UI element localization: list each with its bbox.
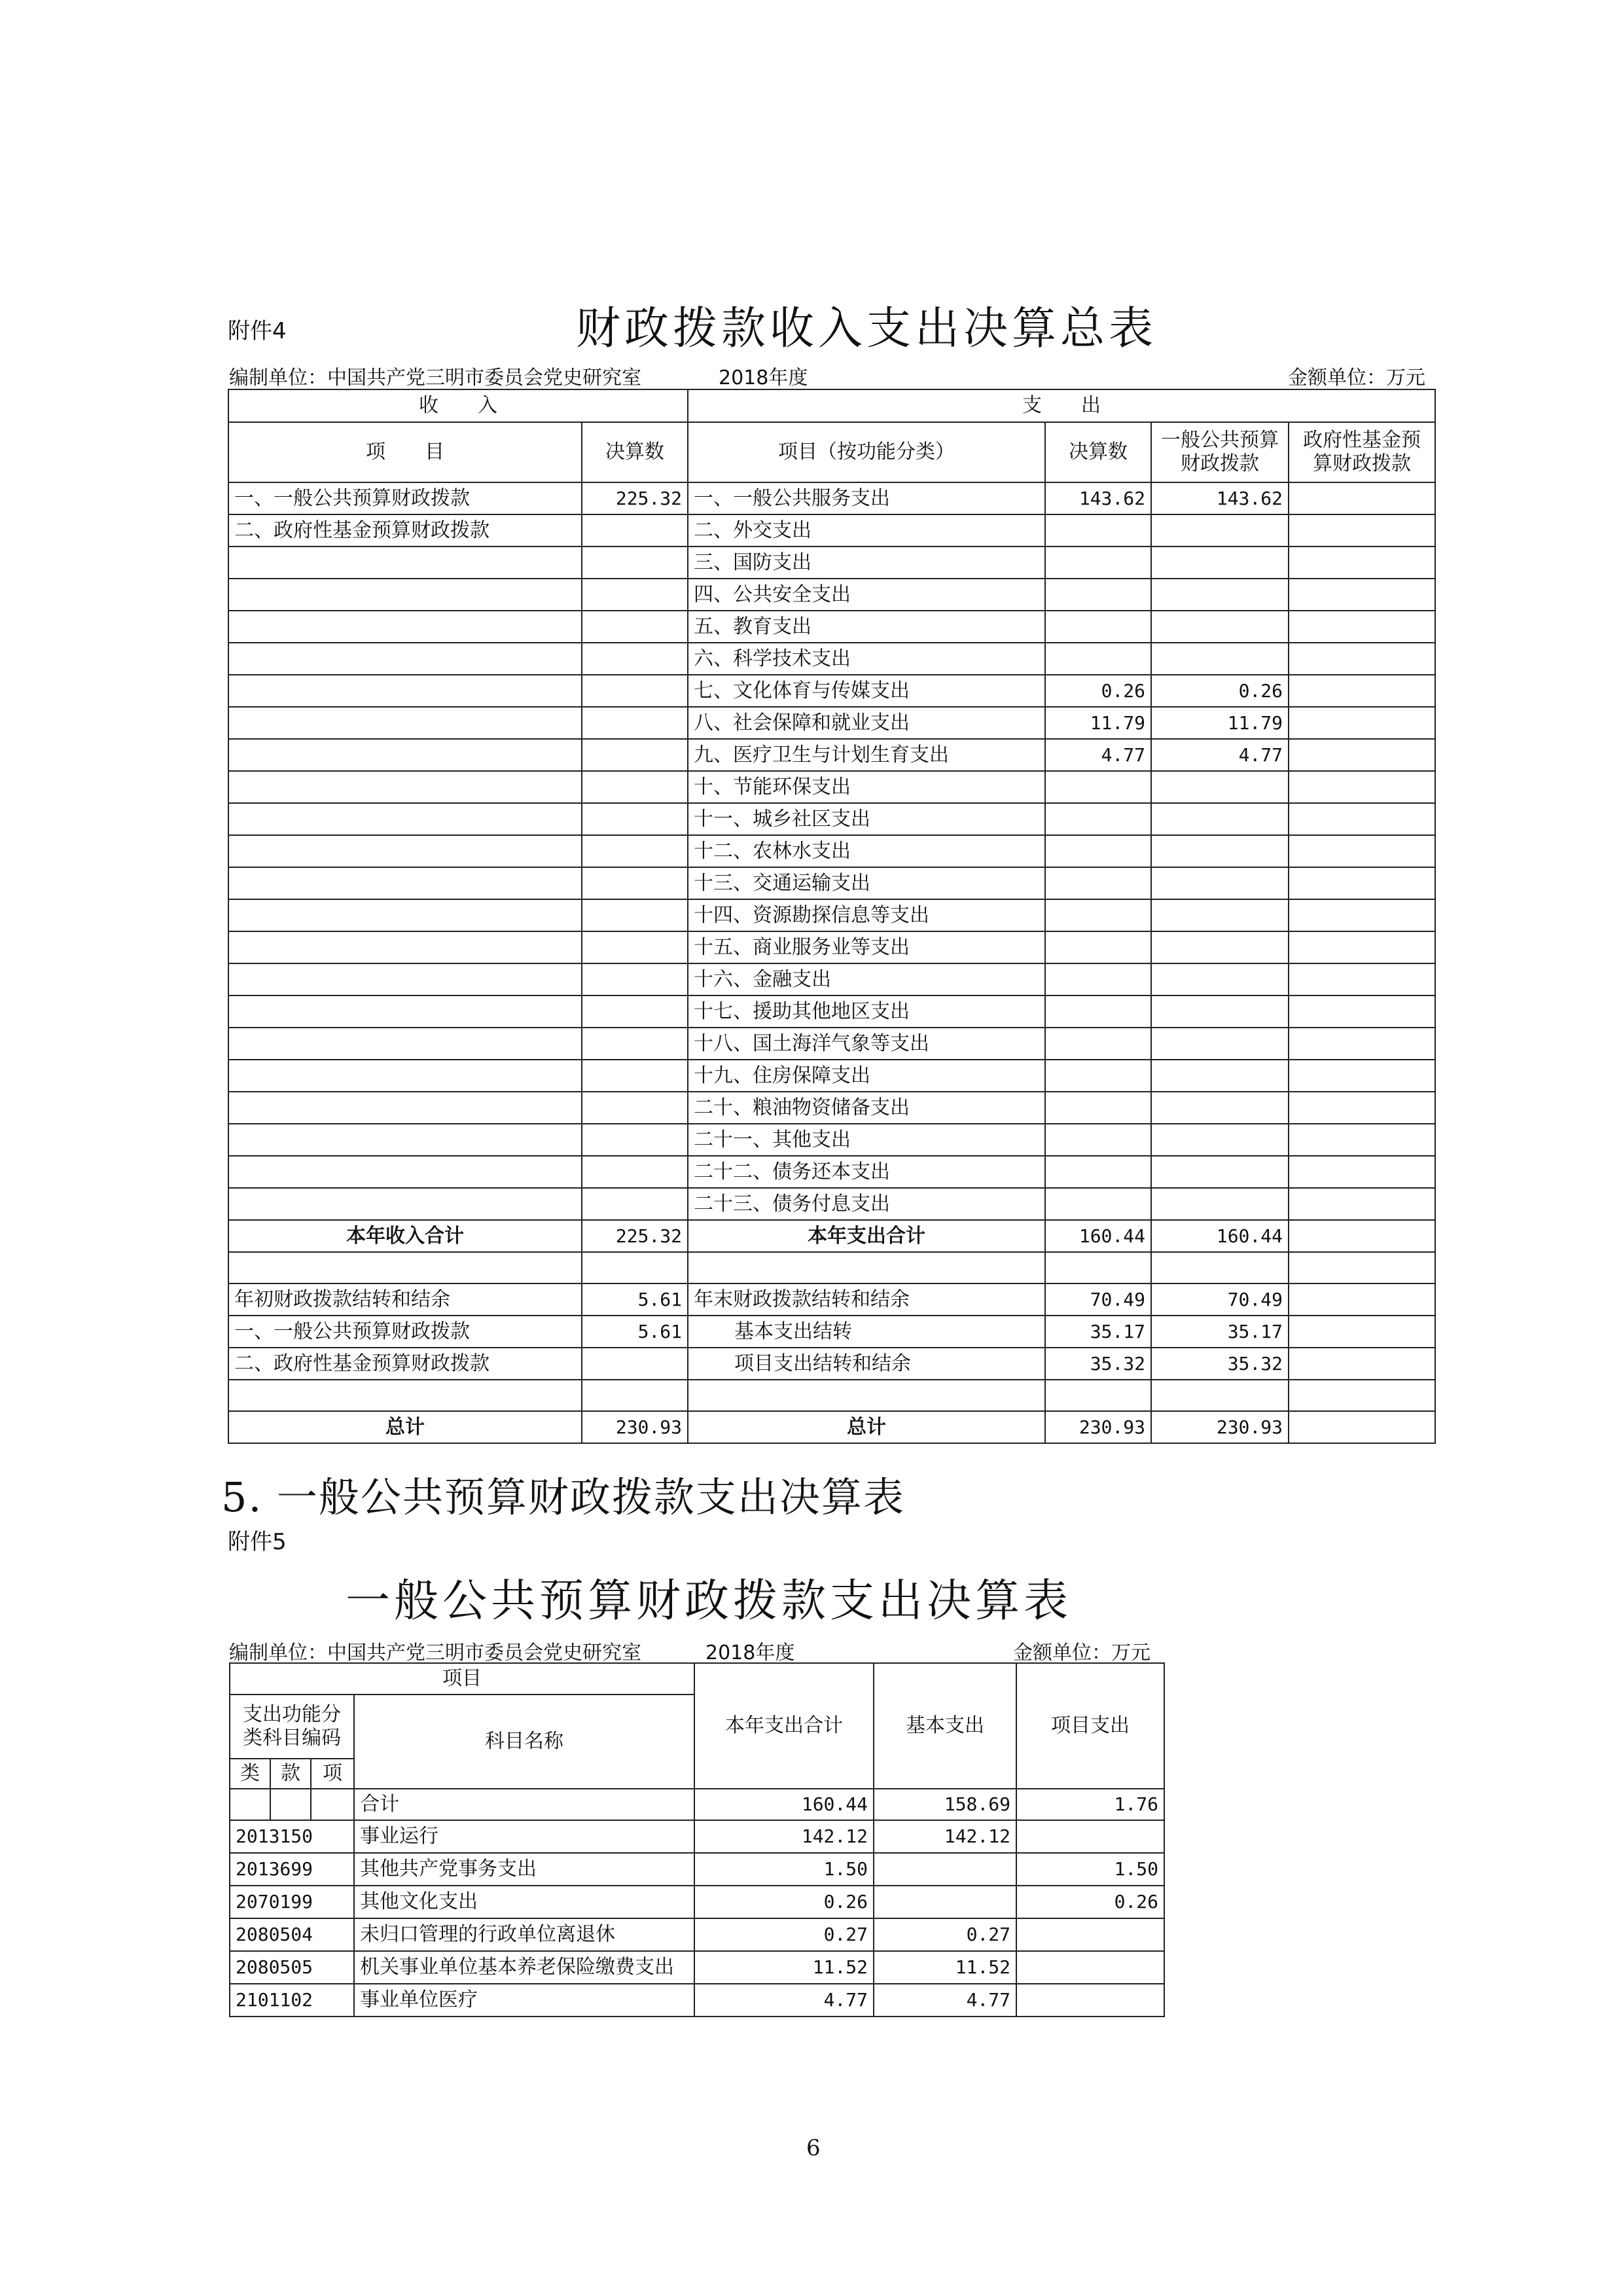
year-total-header: 本年支出合计 [694, 1663, 874, 1789]
gov-fund-cell [1289, 1124, 1435, 1156]
income-item-cell: 二、政府性基金预算财政拨款 [228, 1348, 582, 1380]
income-item-cell [228, 1060, 582, 1092]
expense-amount-cell: 230.93 [1045, 1411, 1151, 1443]
income-item-cell [228, 675, 582, 707]
blank-cell [688, 1380, 1045, 1411]
project-expense-cell [1016, 1951, 1164, 1984]
income-item-cell [228, 1028, 582, 1060]
income-amount-cell [582, 899, 688, 931]
income-amount-cell [582, 547, 688, 579]
income-item-cell: 一、一般公共预算财政拨款 [228, 1316, 582, 1348]
expense-amount-cell: 35.17 [1045, 1316, 1151, 1348]
general-budget-cell [1151, 1092, 1289, 1124]
table1-row [228, 1060, 1435, 1092]
general-budget-cell: 35.32 [1151, 1348, 1289, 1380]
blank-cell [1289, 1252, 1435, 1283]
general-budget-cell: 0.26 [1151, 675, 1289, 707]
fiscal-appropriation-summary-table [228, 389, 1436, 1444]
expense-amount-cell [1045, 835, 1151, 867]
lei-header: 类 [230, 1759, 270, 1789]
income-amount-cell [582, 707, 688, 739]
year-total-cell: 0.26 [694, 1886, 874, 1918]
income-amount-cell [582, 1156, 688, 1188]
table1-row [228, 675, 1435, 707]
gov-fund-cell [1289, 1411, 1435, 1443]
table2-year: 2018年度 [705, 1641, 795, 1664]
table2-row [230, 1918, 1164, 1951]
income-item-cell [228, 1156, 582, 1188]
general-budget-cell: 70.49 [1151, 1283, 1289, 1316]
subject-name-cell: 其他文化支出 [354, 1886, 694, 1918]
income-amount-cell [582, 835, 688, 867]
blank-cell [228, 1252, 582, 1283]
table1-carryover-row [228, 1348, 1435, 1380]
expense-amount-cell [1045, 547, 1151, 579]
gov-fund-cell [1289, 482, 1435, 514]
expense-amount-cell [1045, 1124, 1151, 1156]
expense-item-cell: 十四、资源勘探信息等支出 [688, 899, 1045, 931]
table1-year: 2018年度 [719, 367, 808, 389]
table1-row [228, 579, 1435, 611]
gov-fund-cell [1289, 611, 1435, 643]
table1-row [228, 1092, 1435, 1124]
gov-fund-cell [1289, 739, 1435, 771]
income-item-cell [228, 867, 582, 899]
general-budget-cell [1151, 579, 1289, 611]
expense-item-cell: 十三、交通运输支出 [688, 867, 1045, 899]
expense-item-cell: 本年支出合计 [688, 1220, 1045, 1252]
table1-section-header-row [228, 389, 1435, 422]
blank-cell [582, 1380, 688, 1411]
table1-carryover-row [228, 1316, 1435, 1348]
basic-expense-cell: 11.52 [874, 1951, 1016, 1984]
blank-cell [688, 1252, 1045, 1283]
project-expense-cell [1016, 1820, 1164, 1853]
income-amount-header: 决算数 [582, 422, 688, 482]
table2-amount-unit: 金额单位：万元 [1013, 1641, 1150, 1664]
year-total-cell: 11.52 [694, 1951, 874, 1984]
income-amount-cell: 225.32 [582, 1220, 688, 1252]
expense-item-cell: 十九、住房保障支出 [688, 1060, 1045, 1092]
expense-amount-cell [1045, 611, 1151, 643]
table1-row [228, 739, 1435, 771]
expense-amount-cell [1045, 1060, 1151, 1092]
table1-row [228, 514, 1435, 547]
expense-amount-cell [1045, 996, 1151, 1028]
gov-fund-cell [1289, 1283, 1435, 1316]
gov-fund-cell [1289, 579, 1435, 611]
income-item-cell: 本年收入合计 [228, 1220, 582, 1252]
income-amount-cell [582, 1060, 688, 1092]
income-item-header: 项 目 [228, 422, 582, 482]
general-budget-cell [1151, 1188, 1289, 1220]
table1-year-total-row [228, 1220, 1435, 1252]
annex-5-label: 附件5 [228, 1529, 287, 1555]
expense-item-cell: 二、外交支出 [688, 514, 1045, 547]
basic-expense-cell: 158.69 [874, 1789, 1016, 1820]
income-item-cell [228, 547, 582, 579]
gov-fund-cell [1289, 643, 1435, 675]
gov-fund-cell [1289, 1220, 1435, 1252]
income-item-cell [228, 1188, 582, 1220]
lei-cell [230, 1789, 270, 1820]
table1-row [228, 899, 1435, 931]
expense-item-cell: 三、国防支出 [688, 547, 1045, 579]
expense-item-cell: 二十、粮油物资储备支出 [688, 1092, 1045, 1124]
expense-amount-cell: 160.44 [1045, 1220, 1151, 1252]
income-amount-cell: 225.32 [582, 482, 688, 514]
subject-name-cell: 事业运行 [354, 1820, 694, 1853]
expense-item-cell: 年末财政拨款结转和结余 [688, 1283, 1045, 1316]
table1-row [228, 771, 1435, 803]
income-item-cell [228, 1092, 582, 1124]
year-total-cell: 0.27 [694, 1918, 874, 1951]
income-amount-cell: 230.93 [582, 1411, 688, 1443]
general-budget-cell [1151, 835, 1289, 867]
expense-amount-cell: 35.32 [1045, 1348, 1151, 1380]
expense-amount-cell [1045, 771, 1151, 803]
gov-fund-cell [1289, 1060, 1435, 1092]
general-budget-cell [1151, 514, 1289, 547]
income-item-cell: 一、一般公共预算财政拨款 [228, 482, 582, 514]
table1-row [228, 707, 1435, 739]
gov-fund-cell [1289, 899, 1435, 931]
xiang-header: 项 [311, 1759, 354, 1789]
general-budget-cell [1151, 931, 1289, 963]
table1-row [228, 1188, 1435, 1220]
gov-fund-cell [1289, 803, 1435, 835]
table2-row [230, 1886, 1164, 1918]
table1-row [228, 835, 1435, 867]
section-heading: 5. 一般公共预算财政拨款支出决算表 [221, 1473, 905, 1521]
table1-blank-row [228, 1252, 1435, 1283]
year-total-cell: 4.77 [694, 1984, 874, 2017]
income-amount-cell [582, 514, 688, 547]
project-expense-header: 项目支出 [1016, 1663, 1164, 1789]
table1-amount-unit: 金额单位：万元 [1288, 367, 1425, 389]
general-budget-cell: 160.44 [1151, 1220, 1289, 1252]
xiang-cell [311, 1789, 354, 1820]
income-amount-cell [582, 963, 688, 996]
subject-code-cell: 2080504 [230, 1918, 354, 1951]
general-budget-cell: 4.77 [1151, 739, 1289, 771]
table2-row [230, 1820, 1164, 1853]
table1-row [228, 803, 1435, 835]
expense-item-cell: 十一、城乡社区支出 [688, 803, 1045, 835]
general-budget-cell [1151, 803, 1289, 835]
general-budget-cell [1151, 611, 1289, 643]
expense-item-cell: 二十三、债务付息支出 [688, 1188, 1045, 1220]
income-item-cell [228, 899, 582, 931]
income-amount-cell [582, 611, 688, 643]
basic-expense-cell [874, 1886, 1016, 1918]
expense-amount-cell: 4.77 [1045, 739, 1151, 771]
expense-item-cell: 基本支出结转 [688, 1316, 1045, 1348]
item-header: 项目 [230, 1663, 694, 1695]
income-amount-cell [582, 771, 688, 803]
gov-fund-cell [1289, 835, 1435, 867]
expense-amount-cell: 0.26 [1045, 675, 1151, 707]
expense-item-cell: 八、社会保障和就业支出 [688, 707, 1045, 739]
income-amount-cell [582, 675, 688, 707]
income-amount-cell [582, 643, 688, 675]
subject-code-cell: 2013699 [230, 1853, 354, 1886]
income-item-cell [228, 1124, 582, 1156]
income-amount-cell [582, 579, 688, 611]
general-budget-cell: 35.17 [1151, 1316, 1289, 1348]
expense-item-cell: 五、教育支出 [688, 611, 1045, 643]
expense-amount-cell [1045, 867, 1151, 899]
table1-row [228, 1028, 1435, 1060]
blank-cell [1045, 1252, 1151, 1283]
kuan-header: 款 [270, 1759, 311, 1789]
table1-row [228, 867, 1435, 899]
table2-title: 一般公共预算财政拨款支出决算表 [346, 1575, 1073, 1627]
expense-amount-cell [1045, 1156, 1151, 1188]
expense-item-cell: 十五、商业服务业等支出 [688, 931, 1045, 963]
subject-code-cell: 2080505 [230, 1951, 354, 1984]
income-amount-cell [582, 931, 688, 963]
gov-fund-cell [1289, 514, 1435, 547]
expense-amount-cell [1045, 1188, 1151, 1220]
table1-row [228, 1124, 1435, 1156]
basic-expense-header: 基本支出 [874, 1663, 1016, 1789]
expense-amount-cell [1045, 579, 1151, 611]
table2-row [230, 1853, 1164, 1886]
table1-grand-total-row [228, 1411, 1435, 1443]
subject-name-header: 科目名称 [354, 1695, 694, 1789]
expense-amount-cell: 143.62 [1045, 482, 1151, 514]
income-amount-cell: 5.61 [582, 1316, 688, 1348]
expense-amount-cell: 11.79 [1045, 707, 1151, 739]
project-expense-cell: 1.76 [1016, 1789, 1164, 1820]
general-budget-cell: 11.79 [1151, 707, 1289, 739]
table1-row [228, 547, 1435, 579]
income-item-cell [228, 835, 582, 867]
table2-item-header-row [230, 1663, 1164, 1695]
table1-row [228, 1156, 1435, 1188]
expense-item-cell: 总计 [688, 1411, 1045, 1443]
subject-name-cell: 合计 [354, 1789, 694, 1820]
income-amount-cell [582, 739, 688, 771]
gov-fund-cell [1289, 1028, 1435, 1060]
gov-fund-cell [1289, 996, 1435, 1028]
expense-amount-cell [1045, 899, 1151, 931]
expense-amount-cell [1045, 643, 1151, 675]
expense-func-item-header: 项目（按功能分类） [688, 422, 1045, 482]
subject-name-cell: 未归口管理的行政单位离退休 [354, 1918, 694, 1951]
general-budget-cell [1151, 547, 1289, 579]
expense-amount-header: 决算数 [1045, 422, 1151, 482]
income-amount-cell [582, 1188, 688, 1220]
expense-item-cell: 九、医疗卫生与计划生育支出 [688, 739, 1045, 771]
expense-item-cell: 十、节能环保支出 [688, 771, 1045, 803]
general-budget-cell: 143.62 [1151, 482, 1289, 514]
general-budget-cell [1151, 867, 1289, 899]
gov-fund-cell [1289, 867, 1435, 899]
income-amount-cell [582, 1092, 688, 1124]
page-number: 6 [806, 2135, 821, 2161]
gov-fund-cell [1289, 771, 1435, 803]
expense-item-cell: 六、科学技术支出 [688, 643, 1045, 675]
table1-row [228, 963, 1435, 996]
expense-item-cell: 二十一、其他支出 [688, 1124, 1045, 1156]
expense-amount-cell [1045, 931, 1151, 963]
income-amount-cell [582, 996, 688, 1028]
table1-row [228, 611, 1435, 643]
expense-item-cell: 十二、农林水支出 [688, 835, 1045, 867]
kuan-cell [270, 1789, 311, 1820]
income-item-cell [228, 803, 582, 835]
blank-cell [1151, 1380, 1289, 1411]
table1-title: 财政拨款收入支出决算总表 [576, 303, 1158, 355]
gov-fund-cell [1289, 707, 1435, 739]
gov-fund-cell [1289, 1156, 1435, 1188]
annex-4-label: 附件4 [228, 318, 287, 344]
code-header: 支出功能分类科目编码 [230, 1695, 354, 1759]
expense-item-cell: 十七、援助其他地区支出 [688, 996, 1045, 1028]
general-budget-cell [1151, 643, 1289, 675]
income-item-cell [228, 996, 582, 1028]
income-item-cell: 总计 [228, 1411, 582, 1443]
gov-fund-cell [1289, 675, 1435, 707]
income-amount-cell: 5.61 [582, 1283, 688, 1316]
table1-compiling-unit: 编制单位：中国共产党三明市委员会党史研究室 [229, 367, 641, 389]
table1-row [228, 482, 1435, 514]
blank-cell [1289, 1380, 1435, 1411]
blank-cell [582, 1252, 688, 1283]
income-item-cell [228, 931, 582, 963]
income-amount-cell [582, 803, 688, 835]
subject-name-cell: 机关事业单位基本养老保险缴费支出 [354, 1951, 694, 1984]
blank-cell [1151, 1252, 1289, 1283]
expense-item-cell: 十八、国土海洋气象等支出 [688, 1028, 1045, 1060]
subject-code-cell: 2101102 [230, 1984, 354, 2017]
table1-row [228, 643, 1435, 675]
expense-item-cell: 十六、金融支出 [688, 963, 1045, 996]
subject-name-cell: 其他共产党事务支出 [354, 1853, 694, 1886]
general-budget-cell [1151, 996, 1289, 1028]
gov-fund-cell [1289, 1316, 1435, 1348]
income-item-cell [228, 771, 582, 803]
table1-column-header-row [228, 422, 1435, 482]
expense-item-cell: 项目支出结转和结余 [688, 1348, 1045, 1380]
year-total-cell: 1.50 [694, 1853, 874, 1886]
general-budget-cell: 230.93 [1151, 1411, 1289, 1443]
expense-item-cell: 一、一般公共服务支出 [688, 482, 1045, 514]
income-amount-cell [582, 1028, 688, 1060]
income-item-cell [228, 739, 582, 771]
expense-item-cell: 四、公共安全支出 [688, 579, 1045, 611]
blank-cell [228, 1380, 582, 1411]
table1-carryover-row [228, 1283, 1435, 1316]
income-item-cell [228, 579, 582, 611]
expense-amount-cell [1045, 803, 1151, 835]
income-item-cell [228, 611, 582, 643]
income-item-cell [228, 963, 582, 996]
gov-fund-cell [1289, 963, 1435, 996]
table2-row [230, 1984, 1164, 2017]
blank-cell [1045, 1380, 1151, 1411]
basic-expense-cell: 142.12 [874, 1820, 1016, 1853]
table2-total-row [230, 1789, 1164, 1820]
general-budget-cell [1151, 963, 1289, 996]
income-item-cell: 年初财政拨款结转和结余 [228, 1283, 582, 1316]
general-budget-expense-table [229, 1662, 1165, 2017]
gov-fund-header: 政府性基金预算财政拨款 [1289, 422, 1435, 482]
table1-row [228, 931, 1435, 963]
income-amount-cell [582, 1348, 688, 1380]
expense-item-cell: 二十二、债务还本支出 [688, 1156, 1045, 1188]
general-budget-cell [1151, 1124, 1289, 1156]
project-expense-cell [1016, 1918, 1164, 1951]
gov-fund-cell [1289, 1348, 1435, 1380]
basic-expense-cell: 0.27 [874, 1918, 1016, 1951]
table2-compiling-unit: 编制单位：中国共产党三明市委员会党史研究室 [229, 1641, 641, 1664]
project-expense-cell: 1.50 [1016, 1853, 1164, 1886]
general-budget-cell [1151, 1156, 1289, 1188]
income-item-cell [228, 643, 582, 675]
basic-expense-cell [874, 1853, 1016, 1886]
table2-row [230, 1951, 1164, 1984]
general-budget-cell [1151, 899, 1289, 931]
table1-blank-row [228, 1380, 1435, 1411]
year-total-cell: 142.12 [694, 1820, 874, 1853]
expense-amount-cell [1045, 963, 1151, 996]
basic-expense-cell: 4.77 [874, 1984, 1016, 2017]
subject-code-cell: 2013150 [230, 1820, 354, 1853]
subject-name-cell: 事业单位医疗 [354, 1984, 694, 2017]
expense-amount-cell [1045, 514, 1151, 547]
expense-item-cell: 七、文化体育与传媒支出 [688, 675, 1045, 707]
general-budget-cell [1151, 771, 1289, 803]
gov-fund-cell [1289, 1092, 1435, 1124]
income-item-cell [228, 707, 582, 739]
expense-amount-cell [1045, 1028, 1151, 1060]
project-expense-cell: 0.26 [1016, 1886, 1164, 1918]
table1-row [228, 996, 1435, 1028]
gov-fund-cell [1289, 931, 1435, 963]
income-section-header: 收 入 [228, 389, 688, 422]
gov-fund-cell [1289, 547, 1435, 579]
expense-amount-cell [1045, 1092, 1151, 1124]
income-amount-cell [582, 1124, 688, 1156]
income-item-cell: 二、政府性基金预算财政拨款 [228, 514, 582, 547]
income-amount-cell [582, 867, 688, 899]
general-budget-header: 一般公共预算财政拨款 [1151, 422, 1289, 482]
gov-fund-cell [1289, 1188, 1435, 1220]
project-expense-cell [1016, 1984, 1164, 2017]
subject-code-cell: 2070199 [230, 1886, 354, 1918]
expense-section-header: 支 出 [688, 389, 1435, 422]
expense-amount-cell: 70.49 [1045, 1283, 1151, 1316]
year-total-cell: 160.44 [694, 1789, 874, 1820]
general-budget-cell [1151, 1028, 1289, 1060]
general-budget-cell [1151, 1060, 1289, 1092]
